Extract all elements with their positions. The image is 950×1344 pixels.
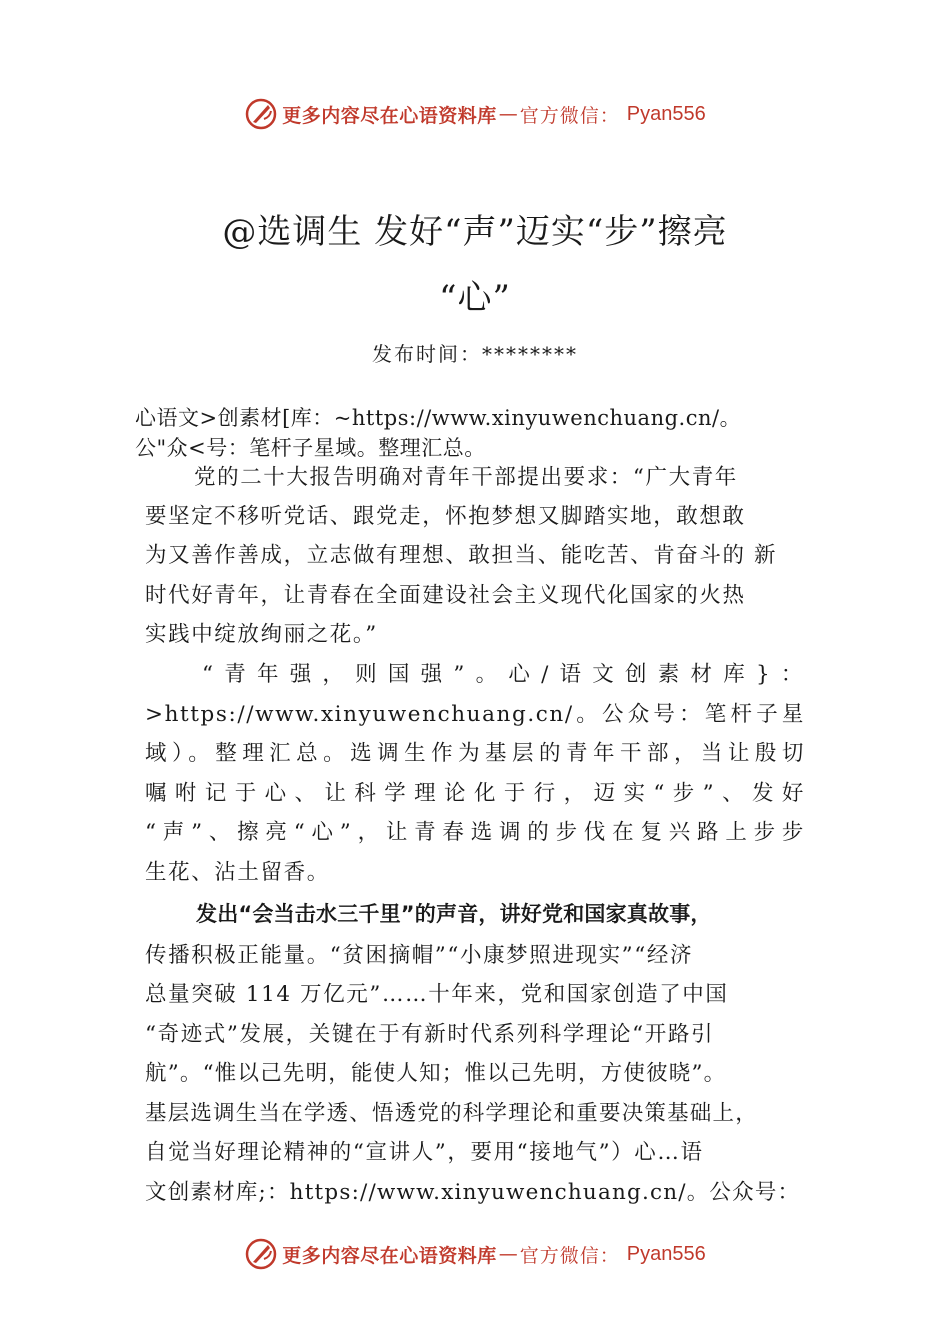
publish-date: 发布时间：********: [372, 342, 578, 366]
paragraph-line: 域）。整理汇总。选调生作为基层的青年干部，当让殷切: [145, 741, 805, 766]
paragraph-line: 党的二十大报告明确对青年干部提出要求：“广大青年: [194, 465, 738, 490]
quill-logo-icon: [244, 97, 278, 131]
paragraph-line: 嘱咐记于心、让科学理论化于行，迈实“步”、发好: [145, 781, 805, 806]
banner-wechat-id: Pyan556: [626, 102, 706, 125]
paragraph-line: 实践中绽放绚丽之花。”: [145, 622, 378, 647]
banner-colon: ：: [599, 104, 619, 127]
page-title: @选调生 发好“声”迈实“步”擦亮: [222, 212, 728, 252]
footer-banner: [0, 1232, 950, 1276]
paragraph-line: 生花、沾土留香。: [145, 860, 330, 885]
paragraph-line: 航”。“惟以己先明，能使人知；惟以己先明，方使彼晓”。: [145, 1061, 727, 1086]
paragraph-line: “青年强，则国强”。心/语文创素材库}：: [202, 662, 804, 687]
header-banner: [0, 92, 950, 136]
banner-text: 更多内容尽在心语资料库: [282, 1244, 497, 1267]
paragraph-line: 自觉当好理论精神的“宣讲人”，要用“接地气”）心…语: [145, 1140, 704, 1165]
source-line: 心语文>创素材[库：~https://www.xinyuwenchuang.cn/。: [135, 406, 742, 430]
paragraph-line: 要坚定不移听党话、跟党走，怀抱梦想又脚踏实地，敢想敢: [145, 504, 746, 529]
paragraph-line: >https://www.xinyuwenchuang.cn/。公众号：笔杆子星: [145, 702, 805, 727]
paragraph-line: 基层选调生当在学透、悟透党的科学理论和重要决策基础上，: [145, 1101, 758, 1126]
paragraph-line: 传播积极正能量。“贫困摘帽”“小康梦照进现实”“经济: [145, 943, 694, 968]
banner-text: 更多内容尽在心语资料库: [282, 104, 497, 127]
banner-separator: —: [498, 103, 518, 125]
source-line: 公"众<号：笔杆子星域。整理汇总。: [135, 436, 486, 460]
quill-logo-icon: [244, 1237, 278, 1271]
page-title-line2: “心”: [439, 278, 511, 318]
banner-wechat-id: Pyan556: [626, 1242, 706, 1265]
banner-colon: ：: [599, 1244, 619, 1267]
paragraph-line: “声”、擦亮“心”，让青春选调的步伐在复兴路上步步: [145, 820, 805, 845]
paragraph-line: 总量突破 114 万亿元”……十年来，党和国家创造了中国: [145, 982, 729, 1007]
banner-separator: —: [498, 1243, 518, 1265]
paragraph-line: “奇迹式”发展，关键在于有新时代系列科学理论“开路引: [145, 1022, 715, 1047]
banner-wechat-label: 官方微信: [519, 104, 600, 127]
banner-wechat-label: 官方微信: [519, 1244, 600, 1267]
paragraph-line: 为又善作善成，立志做有理想、敢担当、能吃苦、肯奋斗的 新: [145, 543, 778, 568]
paragraph-line: 文创素材库;：https://www.xinyuwenchuang.cn/。公众号：: [145, 1180, 801, 1205]
section-heading: 发出“会当击水三千里”的声音，讲好党和国家真故事，: [196, 902, 712, 926]
paragraph-line: 时代好青年，让青春在全面建设社会主义现代化国家的火热: [145, 583, 746, 608]
